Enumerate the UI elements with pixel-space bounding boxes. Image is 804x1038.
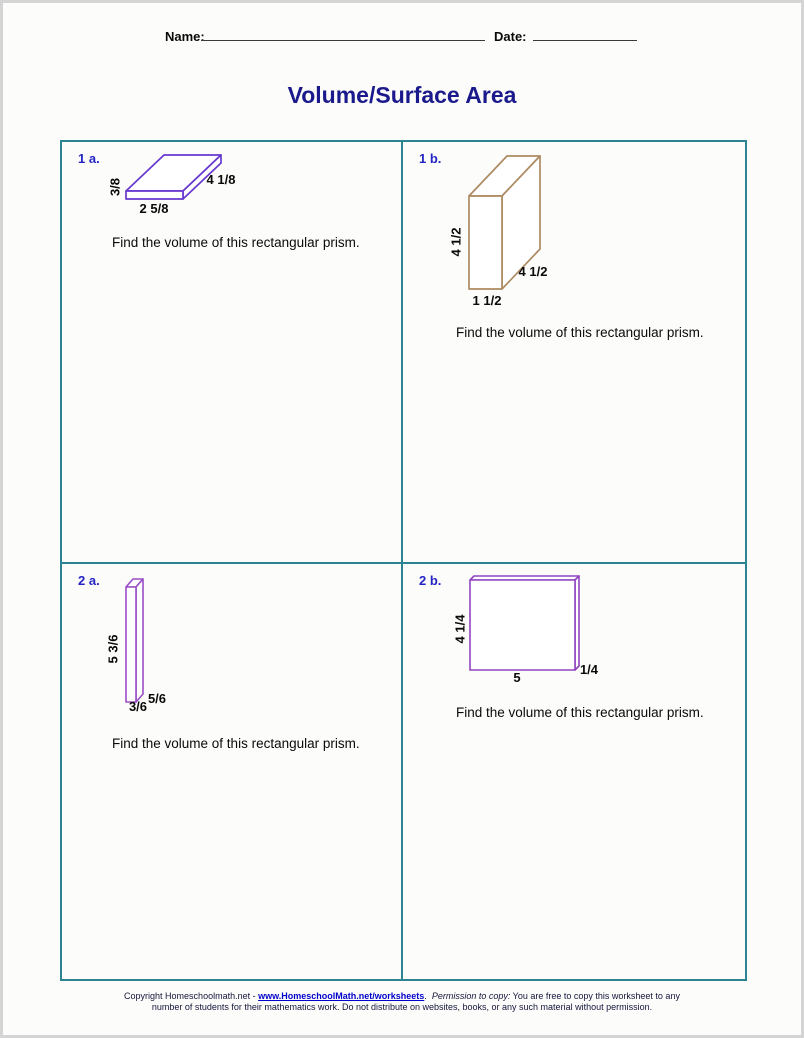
problem-number-2b: 2 b.: [419, 573, 442, 588]
dimension-height: 3/8: [107, 177, 123, 197]
problem-cell-2a: [62, 564, 403, 979]
dimension-height: 4 1/4: [452, 614, 468, 644]
name-label: Name:: [165, 29, 205, 44]
problem-cell-1b: [403, 142, 745, 564]
date-blank-line: [533, 24, 637, 41]
footer-after-link: .: [424, 991, 432, 1001]
prism-figure-1a: [62, 142, 403, 564]
prism-side-face: [136, 579, 143, 702]
dimension-width: 1 1/2: [472, 293, 502, 308]
dimension-depth: 1/4: [579, 662, 599, 677]
name-blank-line: [201, 24, 485, 41]
dimension-width: 2 5/8: [139, 201, 169, 216]
dimension-height: 5 3/6: [105, 634, 121, 664]
prism-front-face: [126, 191, 183, 199]
problem-cell-1a: [62, 142, 403, 564]
prism-front-face: [469, 196, 502, 289]
footer-copyright: [0, 991, 804, 1013]
prism-figure-2b: [403, 564, 745, 979]
question-text-2a: Find the volume of this rectangular prism.: [112, 736, 360, 751]
question-text-1a: Find the volume of this rectangular prism.: [112, 235, 360, 250]
prism-figure-1b: [403, 142, 745, 564]
dimension-depth: 4 1/8: [206, 172, 236, 187]
problem-number-2a: 2 a.: [78, 573, 100, 588]
dimension-width: 5: [513, 670, 521, 685]
prism-front-face: [470, 580, 575, 670]
problem-number-1a: 1 a.: [78, 151, 100, 166]
footer-line1: [0, 991, 804, 1002]
footer-copyright-text: Copyright Homeschoolmath.net -: [124, 991, 259, 1001]
footer-permission-text: You are free to copy this worksheet to any: [510, 991, 680, 1001]
prism-figure-2a: [62, 564, 403, 979]
dimension-height: 4 1/2: [448, 227, 464, 257]
dimension-depth: 4 1/2: [518, 264, 548, 279]
footer-link[interactable]: www.HomeschoolMath.net/worksheets: [258, 991, 425, 1001]
prism-front-face: [126, 587, 136, 702]
question-text-1b: Find the volume of this rectangular prism.: [456, 325, 704, 340]
problem-grid: [60, 140, 747, 981]
footer-line2: number of students for their mathematics work. Do not distribute on websites, books, or any such material without permission.: [151, 1002, 653, 1012]
page-title: Volume/Surface Area: [287, 82, 517, 108]
dimension-width: 3/6: [128, 699, 148, 714]
dimension-depth: 5/6: [147, 691, 167, 706]
problem-cell-2b: [403, 564, 745, 979]
footer-permission-label: Permission to copy:: [431, 991, 511, 1001]
problem-number-1b: 1 b.: [419, 151, 442, 166]
question-text-2b: Find the volume of this rectangular prism.: [456, 705, 704, 720]
date-label: Date:: [494, 29, 527, 44]
